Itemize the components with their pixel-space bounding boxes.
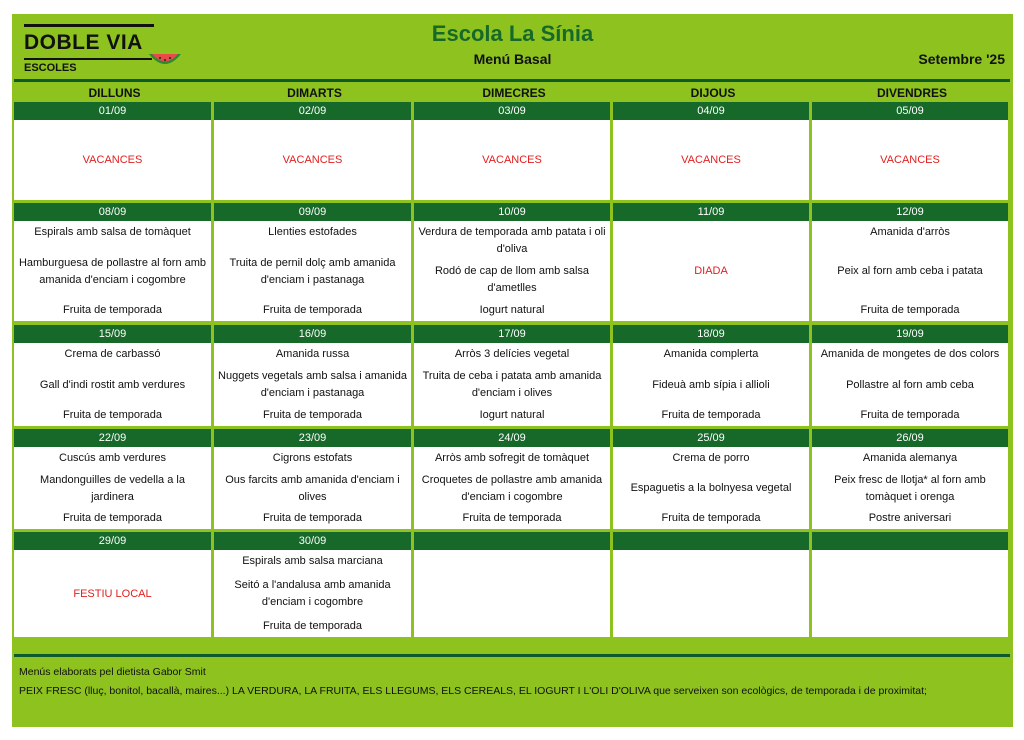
- day-status: VACANCES: [880, 154, 940, 166]
- date-label: 24/09: [414, 429, 610, 447]
- day-cell: [214, 325, 411, 426]
- day-cell: [812, 102, 1008, 200]
- dessert: Iogurt natural: [479, 409, 545, 421]
- day-cell: [613, 429, 809, 529]
- day-status: FESTIU LOCAL: [73, 587, 152, 600]
- bottom-divider: [14, 654, 1010, 657]
- dessert: Iogurt natural: [479, 304, 545, 316]
- date-label: 04/09: [613, 102, 809, 120]
- day-cell: [14, 102, 211, 200]
- day-cell: [214, 102, 411, 200]
- first-course: Crema de carbassó: [64, 348, 161, 360]
- weekday-header-row: [14, 84, 1010, 102]
- dessert: Fruita de temporada: [462, 512, 562, 524]
- day-cell: [414, 102, 610, 200]
- date-label: 30/09: [214, 532, 411, 550]
- menu-sheet: [12, 14, 1013, 727]
- day-cell: [14, 325, 211, 426]
- date-label: 25/09: [613, 429, 809, 447]
- school-title: Escola La Sínia: [431, 21, 594, 46]
- day-status: VACANCES: [282, 154, 343, 166]
- second-course: Gall d'indi rostit amb verdures: [39, 378, 186, 391]
- second-course: Truita de pernil dolç amb amanida d'enciam i pastanaga: [229, 256, 396, 286]
- day-cell: [214, 429, 411, 529]
- day-cell: [812, 532, 1008, 637]
- date-label: 11/09: [613, 203, 809, 221]
- second-course: Peix al forn amb ceba i patata: [837, 265, 983, 277]
- day-status: VACANCES: [82, 154, 143, 166]
- date-label: 09/09: [214, 203, 411, 221]
- first-course: Llenties estofades: [268, 226, 357, 238]
- day-cell: [613, 102, 809, 200]
- date-label: 23/09: [214, 429, 411, 447]
- weekday-dijous: DIJOUS: [690, 86, 736, 100]
- month-label: Setembre '25: [918, 51, 1005, 67]
- dessert: Postre aniversari: [868, 512, 952, 524]
- second-course: Seitó a l'andalusa amb amanida d'enciam i cogombre: [234, 579, 391, 608]
- first-course: Cigrons estofats: [272, 452, 353, 464]
- weekday-divendres: DIVENDRES: [876, 86, 947, 100]
- second-course: Truita de ceba i patata amb amanida d'enciam i olives: [422, 370, 602, 399]
- day-cell: [812, 203, 1008, 321]
- day-cell: [613, 203, 809, 321]
- date-label: 16/09: [214, 325, 411, 343]
- menu-type: Menú Basal: [473, 51, 552, 67]
- dietitian-note: Menús elaborats pel dietista Gabor Smit: [19, 666, 206, 678]
- dessert: Fruita de temporada: [62, 304, 163, 316]
- date-label: 26/09: [812, 429, 1008, 447]
- dessert: Fruita de temporada: [262, 409, 363, 421]
- day-cell: [414, 203, 610, 321]
- date-label: [613, 532, 809, 550]
- second-course: Peix fresc de llotja* al forn amb tomàquet i orenga: [834, 473, 986, 503]
- date-label: [812, 532, 1008, 550]
- second-course: Croquetes de pollastre amb amanida d'enciam i cogombre: [421, 473, 603, 503]
- first-course: Amanida complerta: [663, 348, 759, 360]
- day-cell: [812, 325, 1008, 426]
- day-cell: [214, 203, 411, 321]
- date-label: 19/09: [812, 325, 1008, 343]
- day-cell: [414, 429, 610, 529]
- date-label: 05/09: [812, 102, 1008, 120]
- date-label: 15/09: [14, 325, 211, 343]
- day-cell: [613, 325, 809, 426]
- day-cell: [414, 325, 610, 426]
- second-course: Rodó de cap de llom amb salsa d'ametlles: [434, 265, 590, 294]
- first-course: Amanida de mongetes de dos colors: [820, 348, 1000, 360]
- date-label: 12/09: [812, 203, 1008, 221]
- weekday-dimecres: DIMECRES: [482, 86, 546, 100]
- first-course: Amanida russa: [275, 348, 350, 360]
- dessert: Fruita de temporada: [860, 409, 960, 421]
- date-label: [414, 532, 610, 550]
- day-status: VACANCES: [681, 154, 741, 166]
- second-course: Hamburguesa de pollastre al forn amb amanida d'enciam i cogombre: [18, 256, 207, 286]
- first-course: Cuscús amb verdures: [59, 452, 166, 464]
- date-label: 17/09: [414, 325, 610, 343]
- day-cell: [14, 532, 211, 637]
- second-course: Nuggets vegetals amb salsa i amanida d'enciam i pastanaga: [218, 370, 407, 399]
- first-course: Arròs 3 delícies vegetal: [454, 348, 570, 360]
- day-cell: [414, 532, 610, 637]
- first-course: Amanida d'arròs: [870, 226, 950, 238]
- date-label: 02/09: [214, 102, 411, 120]
- first-course: Espirals amb salsa marciana: [242, 555, 383, 567]
- logo-title: DOBLE VIA: [24, 31, 143, 54]
- second-course: Ous farcits amb amanida d'enciam i olives: [225, 473, 400, 503]
- date-label: 18/09: [613, 325, 809, 343]
- first-course: Crema de porro: [672, 452, 750, 464]
- dessert: Fruita de temporada: [860, 304, 960, 316]
- second-course: Pollastre al forn amb ceba: [846, 378, 974, 391]
- date-label: 22/09: [14, 429, 211, 447]
- first-course: Verdura de temporada amb patata i oli d'oliva: [418, 226, 606, 255]
- date-label: 01/09: [14, 102, 211, 120]
- top-divider: [14, 79, 1010, 82]
- dessert: Fruita de temporada: [262, 304, 363, 316]
- date-label: 08/09: [14, 203, 211, 221]
- second-course: Espaguetis a la bolnyesa vegetal: [630, 482, 792, 494]
- day-cell: [613, 532, 809, 637]
- dessert: Fruita de temporada: [262, 620, 363, 632]
- dessert: Fruita de temporada: [661, 409, 761, 421]
- first-course: Amanida alemanya: [862, 452, 958, 464]
- dessert: Fruita de temporada: [661, 512, 761, 524]
- second-course: Mandonguilles de vedella a la jardinera: [40, 473, 185, 503]
- second-course: Fideuà amb sípia i allioli: [652, 378, 770, 391]
- dessert: Fruita de temporada: [262, 512, 363, 524]
- day-cell: [214, 532, 411, 637]
- date-label: 10/09: [414, 203, 610, 221]
- weekday-dimarts: DIMARTS: [287, 86, 342, 100]
- date-label: 29/09: [14, 532, 211, 550]
- logo-subtitle: ESCOLES: [24, 62, 77, 74]
- day-cell: [14, 203, 211, 321]
- dessert: Fruita de temporada: [62, 512, 163, 524]
- day-status: VACANCES: [482, 154, 542, 166]
- day-status: DIADA: [694, 265, 728, 277]
- first-course: Espirals amb salsa de tomàquet: [34, 226, 191, 238]
- first-course: Arròs amb sofregit de tomàquet: [434, 452, 590, 464]
- day-cell: [812, 429, 1008, 529]
- dessert: Fruita de temporada: [62, 409, 163, 421]
- weekday-dilluns: DILLUNS: [88, 86, 141, 100]
- day-cell: [14, 429, 211, 529]
- date-label: 03/09: [414, 102, 610, 120]
- ingredients-note: PEIX FRESC (lluç, bonitol, bacallà, maires...) LA VERDURA, LA FRUITA, ELS LLEGUMS, ELS CEREALS, EL IOGURT I L'OLI D'OLIVA que serveixen son ecològics, de temporada i de proximitat;: [19, 685, 927, 697]
